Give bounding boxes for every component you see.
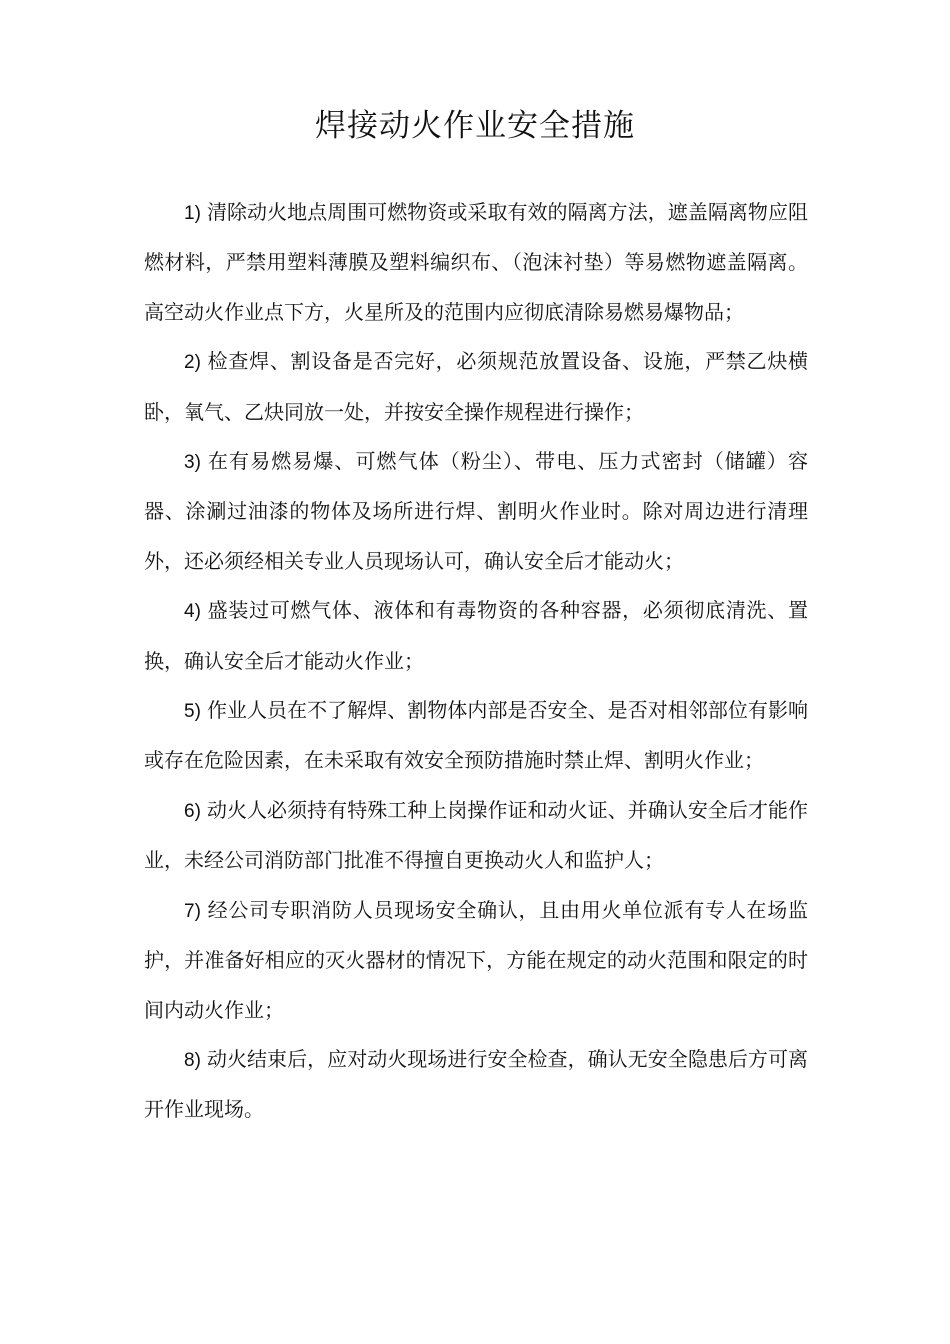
safety-item-6: [144, 786, 808, 886]
safety-item-3: [144, 437, 808, 586]
item-text: 清除动火地点周围可燃物资或采取有效的隔离方法，遮盖隔离物应阻燃材料，严禁用塑料薄膜及塑料编织布、（泡沫衬垫）等易燃物遮盖隔离。高空动火作业点下方，火星所及的范围内应彻底清除易燃易爆物品；: [144, 200, 808, 324]
document-body: [144, 188, 808, 1135]
item-number: 4): [184, 601, 201, 623]
item-number: 2): [184, 352, 201, 374]
safety-item-7: [144, 886, 808, 1035]
item-text: 经公司专职消防人员现场安全确认，且由用火单位派有专人在场监护，并准备好相应的灭火器材的情况下，方能在规定的动火范围和限定的时间内动火作业；: [144, 897, 808, 1022]
item-number: 3): [184, 452, 201, 474]
item-text: 盛装过可燃气体、液体和有毒物资的各种容器，必须彻底清洗、置换，确认安全后才能动火作业；: [144, 598, 808, 673]
safety-item-4: [144, 586, 808, 686]
item-text: 检查焊、割设备是否完好，必须规范放置设备、设施，严禁乙炔横卧，氧气、乙炔同放一处，并按安全操作规程进行操作；: [144, 349, 808, 424]
item-number: 5): [184, 701, 201, 723]
item-number: 1): [184, 203, 201, 224]
item-text: 作业人员在不了解焊、割物体内部是否安全、是否对相邻部位有影响或存在危险因素，在未采取有效安全预防措施时禁止焊、割明火作业；: [144, 698, 808, 773]
safety-item-1: [144, 188, 808, 337]
safety-item-2: [144, 337, 808, 437]
item-text: 动火人必须持有特殊工种上岗操作证和动火证、并确认安全后才能作业，未经公司消防部门批准不得擅自更换动火人和监护人；: [144, 797, 808, 873]
document-title: 焊接动火作业安全措施: [315, 108, 635, 144]
safety-item-8: [144, 1035, 808, 1135]
item-text: 在有易燃易爆、可燃气体（粉尘）、带电、压力式密封（储罐）容器、涂涮过油漆的物体及场所进行焊、割明火作业时。除对周边进行清理外，还必须经相关专业人员现场认可，确认安全后才能动火；: [144, 449, 808, 573]
safety-item-5: [144, 686, 808, 786]
item-number: 8): [184, 1049, 201, 1071]
item-number: 6): [184, 800, 201, 822]
item-number: 7): [184, 900, 201, 922]
item-text: 动火结束后，应对动火现场进行安全检查，确认无安全隐患后方可离开作业现场。: [144, 1046, 808, 1122]
